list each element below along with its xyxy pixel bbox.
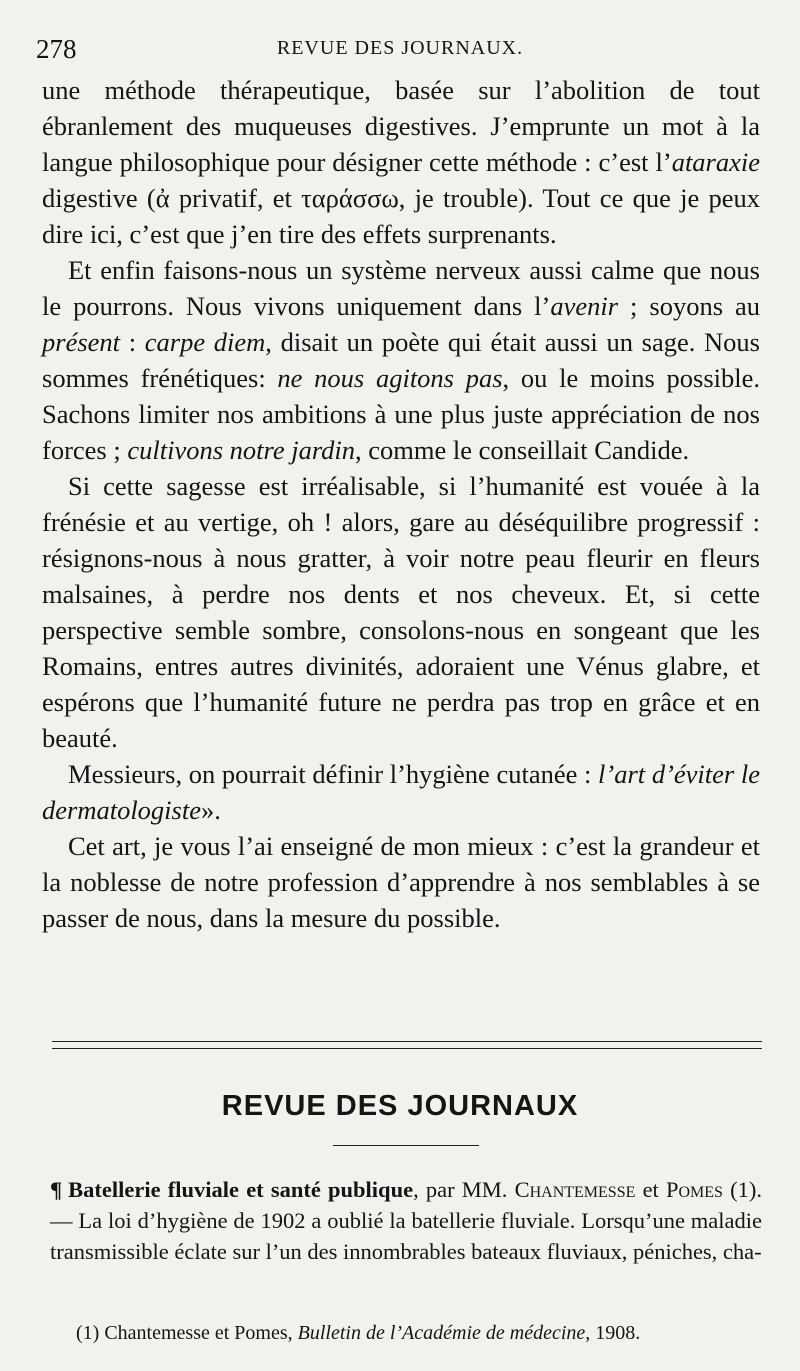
author-chantemesse: Chantemesse — [514, 1177, 636, 1202]
emphasis-jardin: cultivons notre jardin — [127, 435, 356, 465]
page-number: 278 — [36, 34, 77, 64]
paragraph-5: Cet art, je vous l’ai enseigné de mon mieux : c’est la grandeur et la noblesse de notre profession d’apprendre à nos semblables à se passer de nous, dans la mesure du possible. — [42, 831, 760, 933]
article-title: Batellerie fluviale et santé publique — [68, 1177, 414, 1202]
paragraph-4: Messieurs, on pourrait définir l’hygiène cutanée : l’art d’éviter le dermatologiste». — [42, 759, 760, 825]
paragraph-1: une méthode thérapeutique, basée sur l’abolition de tout ébranlement des muqueuses digestives. J’emprunte un mot à la langue philosophique pour désigner cette méthode : c’est l’ataraxie digestive (ἀ privatif, et ταράσσω, je trouble). Tout ce que je peux dire ici, c’est que j’en tire des effets surprenants. — [42, 75, 760, 249]
emphasis-agitons: ne nous agitons pas — [277, 363, 503, 393]
pilcrow-icon: ¶ — [50, 1177, 63, 1202]
emphasis-present: présent — [42, 327, 121, 357]
section-title: REVUE DES JOURNAUX — [221, 1090, 579, 1122]
page-header — [36, 34, 764, 64]
paragraph-2: Et enfin faisons-nous un système nerveux aussi calme que nous le pourrons. Nous vivons uniquement dans l’avenir ; soyons au présent : carpe diem, disait un poète qui était aussi un sage. Nous sommes frénétiques: ne nous agitons pas, ou le moins possible. Sachons limiter nos ambitions à une plus juste appréciation de nos forces ; cultivons notre jardin, comme le conseillait Candide. — [42, 255, 761, 465]
article-text: La loi d’hygiène de 1902 a oublié la batellerie fluviale. Lorsqu’une maladie transmissible éclate sur l’un des innombrables bateaux fluviaux, péniches, cha- — [50, 1208, 763, 1264]
journal-title: Bulletin de l’Académie de médecine — [297, 1322, 586, 1344]
emphasis-carpe-diem: carpe diem — [144, 327, 266, 357]
article-entry: ¶ Batellerie fluviale et santé publique, par MM. Chantemesse et Pomes (1). — La loi d’hygiène de 1902 a oublié la batellerie fluviale. Lorsqu’une maladie transmissible éclate sur l’un des innombrables bateaux fluviaux, péniches, cha- — [50, 1177, 763, 1264]
running-head: REVUE DES JOURNAUX. — [276, 37, 524, 59]
divider-rule-bottom — [52, 1048, 762, 1049]
emphasis-avenir: avenir — [550, 291, 619, 321]
emphasis-ataraxie: ataraxie — [671, 147, 760, 177]
paragraph-3: Si cette sagesse est irréalisable, si l’humanité est vouée à la frénésie et au vertige, oh ! alors, gare au déséquilibre progressif : résignons-nous à nous gratter, à voir notre peau fleurir en fleurs malsaines, à perdre nos dents et nos cheveux. Et, si cette perspective semble sombre, consolons-nous en songeant que les Romains, entres autres divinités, adoraient une Vénus glabre, et espérons que l’humanité future ne perdra pas trop en grâce et en beauté. — [42, 471, 760, 753]
section-title-rule — [333, 1145, 479, 1146]
footnote: (1) Chantemesse et Pomes, Bulletin de l’Académie de médecine, 1908. — [76, 1322, 641, 1344]
body-text — [42, 72, 760, 936]
divider-rule-top — [52, 1041, 762, 1042]
author-pomes: Pomes — [665, 1177, 723, 1202]
emphasis-art: l’art d’éviter le dermatologiste — [42, 759, 760, 825]
